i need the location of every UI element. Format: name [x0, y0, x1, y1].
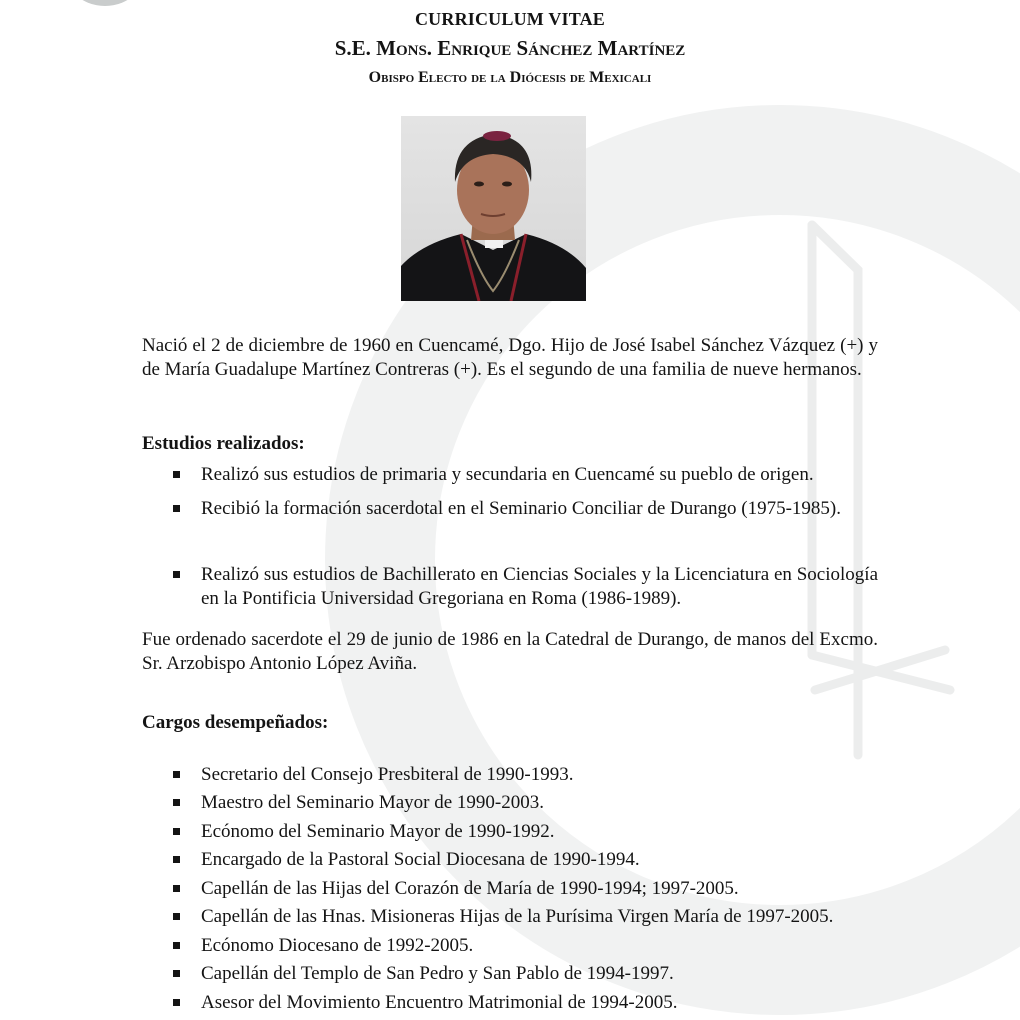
list-item-text: Secretario del Consejo Presbiteral de 1990-1993. — [201, 764, 574, 785]
portrait-photo — [401, 116, 586, 301]
list-item — [142, 962, 878, 986]
list-item-text: Asesor del Movimiento Encuentro Matrimonial de 1994-2005. — [201, 992, 678, 1013]
list-item — [142, 934, 878, 958]
intro-paragraph: Nació el 2 de diciembre de 1960 en Cuencamé, Dgo. Hijo de José Isabel Sánchez Vázquez (+) y de María Guadalupe Martínez Contreras (+). Es el segundo de una familia de nueve hermanos. — [142, 335, 878, 380]
document-title: CURRICULUM VITAE — [414, 9, 606, 29]
bullet-square-icon — [173, 771, 180, 778]
list-item-text: Ecónomo del Seminario Mayor de 1990-1992. — [201, 821, 555, 842]
corner-logo — [60, 0, 150, 6]
bullet-square-icon — [173, 828, 180, 835]
person-name: S.E. Mons. Enrique Sánchez Martínez — [334, 36, 686, 60]
bullet-square-icon — [173, 885, 180, 892]
list-item — [142, 463, 878, 487]
list-item — [142, 820, 878, 844]
bullet-square-icon — [173, 856, 180, 863]
list-item-text: Ecónomo Diocesano de 1992-2005. — [201, 935, 474, 956]
list-item-text: Recibió la formación sacerdotal en el Seminario Conciliar de Durango (1975-1985). — [201, 498, 841, 519]
bullet-square-icon — [173, 999, 180, 1006]
list-item-text: Capellán de las Hijas del Corazón de María de 1990-1994; 1997-2005. — [201, 878, 739, 899]
list-item — [142, 848, 878, 872]
list-item — [142, 877, 878, 901]
list-item-text: Realizó sus estudios de primaria y secundaria en Cuencamé su pueblo de origen. — [201, 464, 814, 485]
bullet-square-icon — [173, 970, 180, 977]
list-item — [142, 563, 878, 611]
estudios-heading: Estudios realizados: — [142, 433, 305, 454]
list-item-text: Maestro del Seminario Mayor de 1990-2003. — [201, 792, 544, 813]
list-item — [142, 791, 878, 815]
list-item — [142, 763, 878, 787]
bullet-square-icon — [173, 505, 180, 512]
bullet-square-icon — [173, 799, 180, 806]
bullet-square-icon — [173, 571, 180, 578]
list-item-text: Capellán de las Hnas. Misioneras Hijas de la Purísima Virgen María de 1997-2005. — [201, 906, 834, 927]
list-item-text: Capellán del Templo de San Pedro y San Pablo de 1994-1997. — [201, 963, 674, 984]
list-item — [142, 497, 878, 521]
bullet-square-icon — [173, 913, 180, 920]
list-item-text: Encargado de la Pastoral Social Diocesana de 1990-1994. — [201, 849, 640, 870]
ordination-paragraph: Fue ordenado sacerdote el 29 de junio de 1986 en la Catedral de Durango, de manos del Excmo. Sr. Arzobispo Antonio López Aviña. — [142, 629, 878, 674]
bullet-square-icon — [173, 942, 180, 949]
bullet-square-icon — [173, 471, 180, 478]
list-item — [142, 991, 878, 1015]
list-item-text: Realizó sus estudios de Bachillerato en Ciencias Sociales y la Licenciatura en Sociología en la Pontificia Universidad Gregoriana en Roma (1986-1989). — [201, 564, 878, 609]
portrait-illustration — [401, 116, 586, 301]
list-item — [142, 905, 878, 929]
cargos-heading: Cargos desempeñados: — [142, 712, 329, 733]
person-role: Obispo Electo de la Diócesis de Mexicali — [368, 69, 652, 86]
